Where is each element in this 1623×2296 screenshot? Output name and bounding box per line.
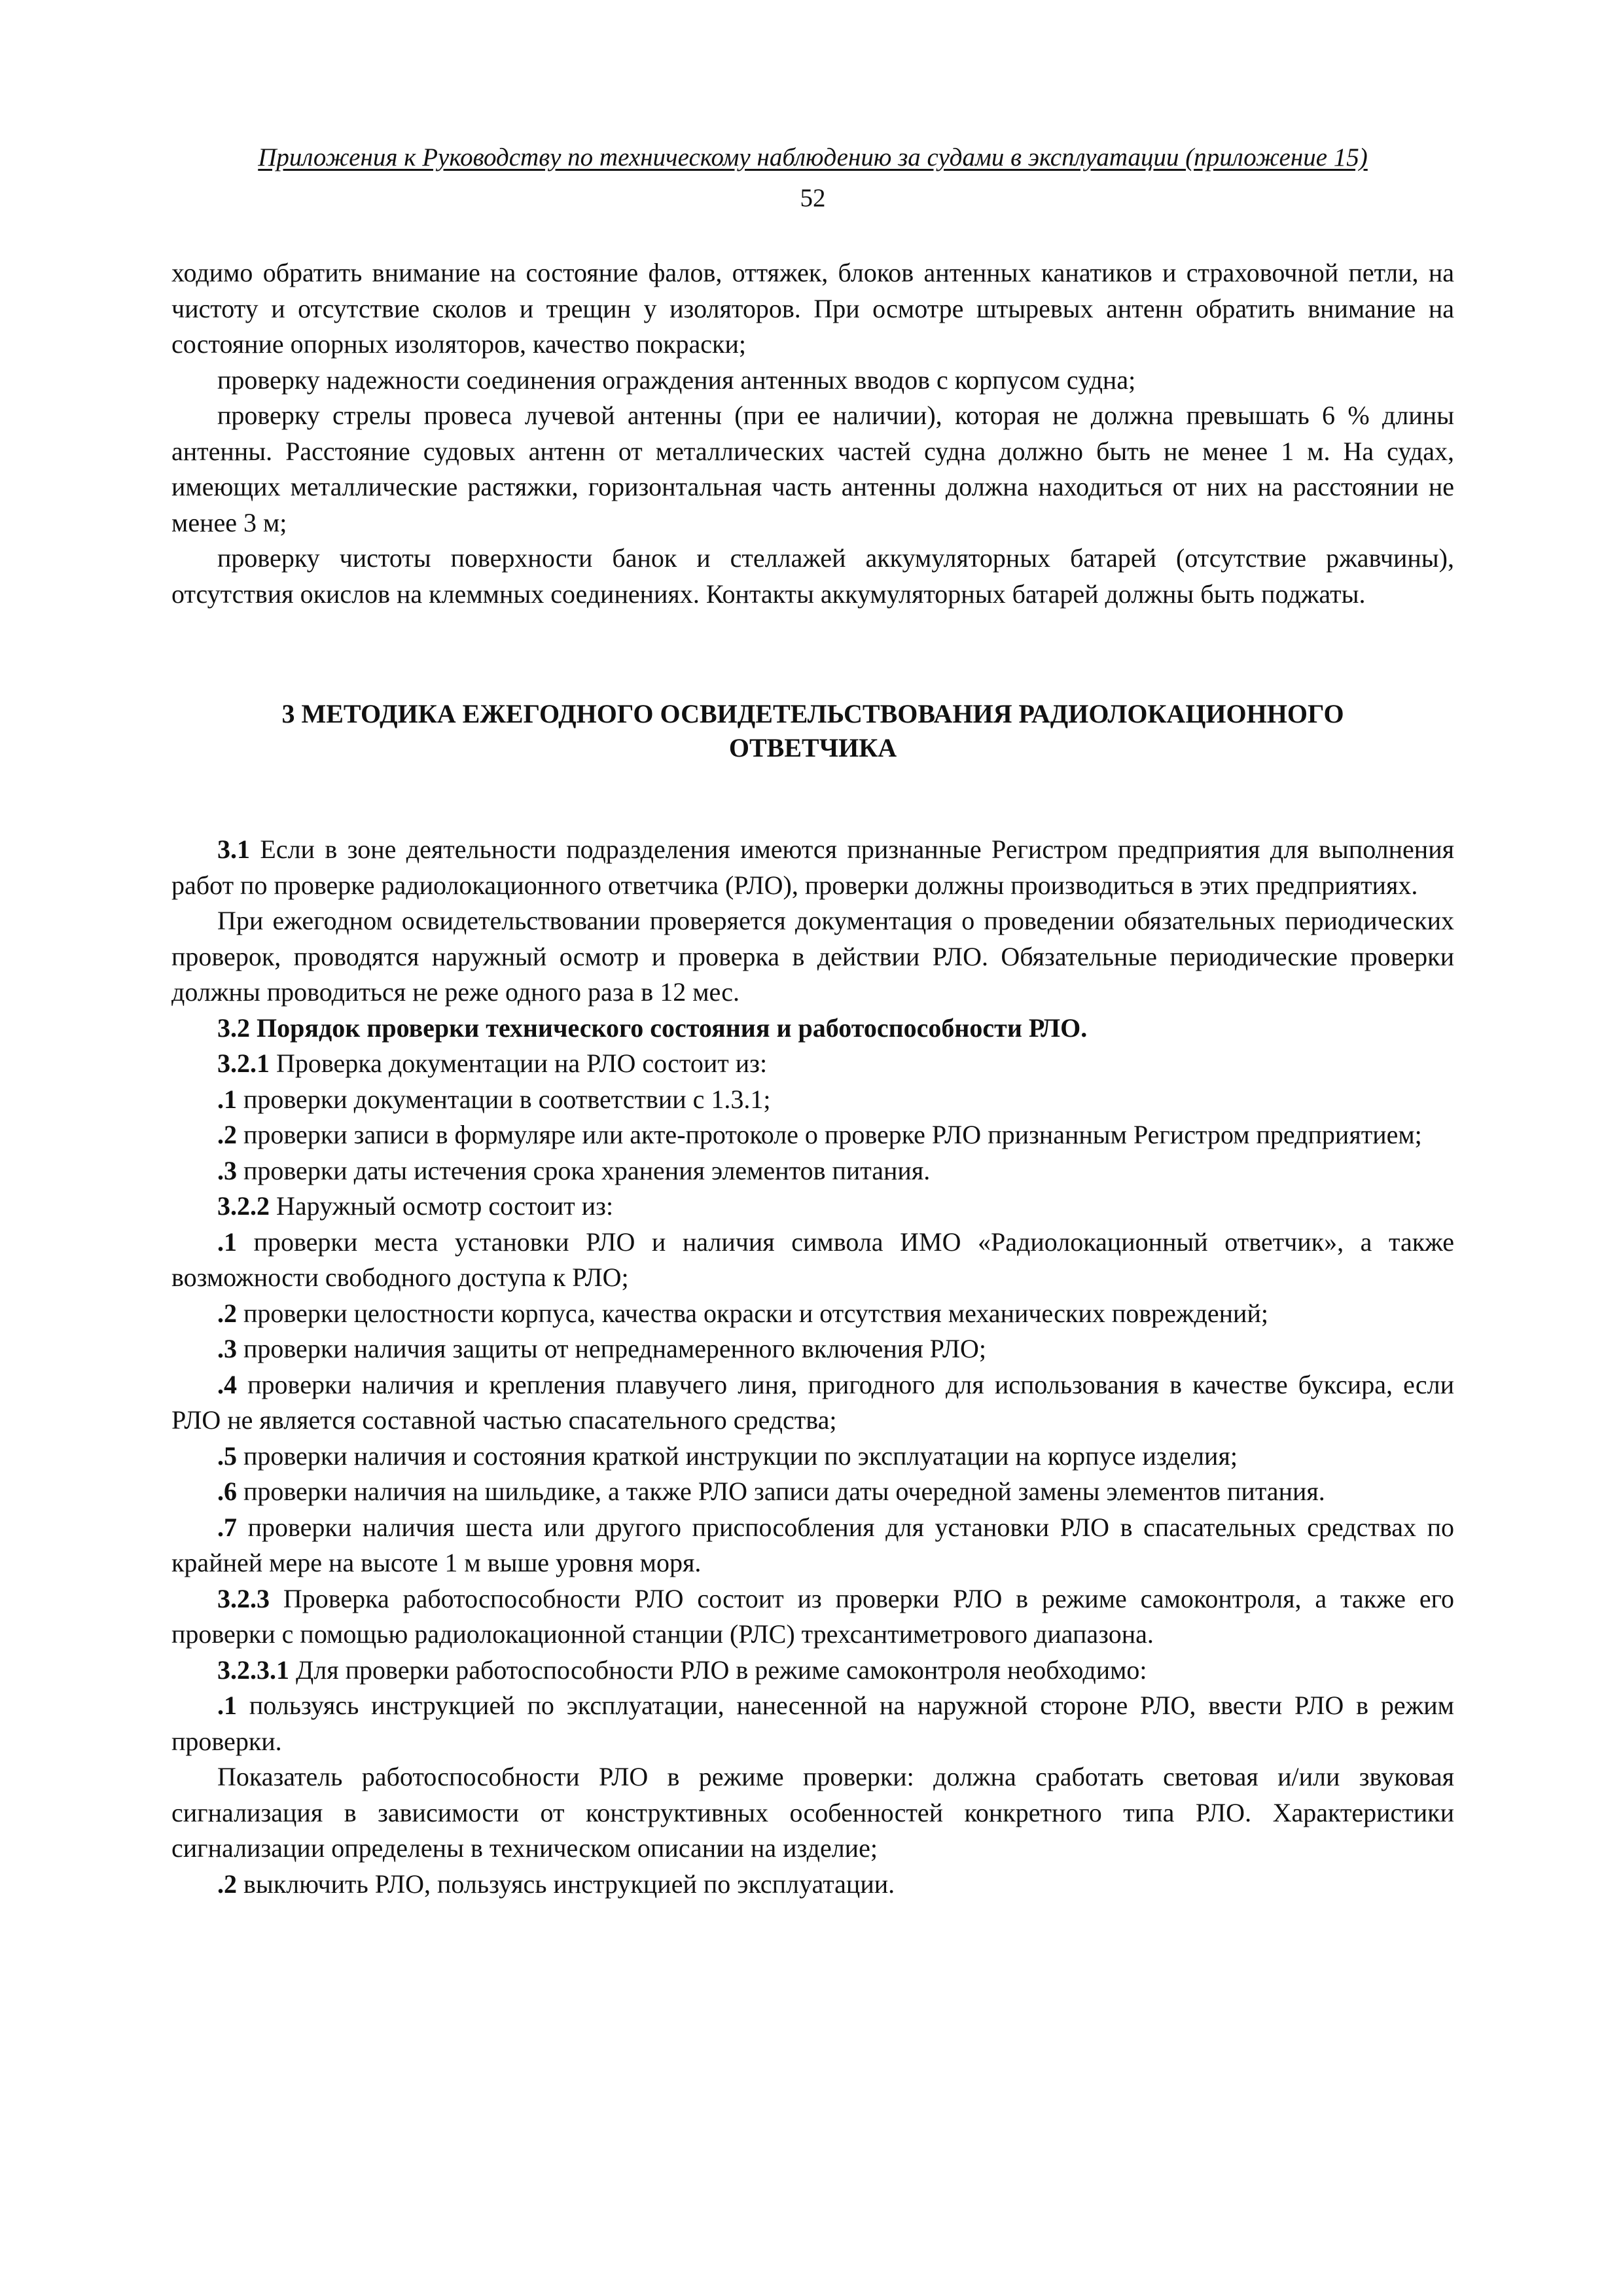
section-heading-line-2: ОТВЕТЧИКА [728,733,897,762]
item-text: проверки даты истечения срока хранения элементов питания. [237,1155,931,1185]
section-heading [171,697,1454,765]
section-heading-line-1: 3 МЕТОДИКА ЕЖЕГОДНОГО ОСВИДЕТЕЛЬСТВОВАНИЯ РАДИОЛОКАЦИОННОГО [281,699,1344,728]
item-number: .1 [217,1084,237,1114]
clause-number: 3.2.3 [217,1583,270,1613]
paragraph-3-2-1 [171,1046,1454,1082]
body-text [171,255,1454,1902]
paragraph-3-2: 3.2 Порядок проверки технического состояния и работоспособности РЛО. [217,1013,1088,1043]
list-item-3-2-2-6 [171,1474,1454,1510]
list-item-3-2-2-2 [171,1296,1454,1332]
item-text: проверки наличия на шильдике, а также РЛО записи даты очередной замены элементов питания. [237,1477,1325,1506]
item-number: .3 [217,1334,237,1363]
item-number: .2 [217,1120,237,1149]
paragraph-3-1-annual: При ежегодном освидетельствовании проверяется документация о проведении обязательных периодических проверок, проводятся наружный осмотр и проверка в действии РЛО. Обязательные периодические проверки должны проводиться не реже одного раза в 12 мес. [171,906,1454,1007]
page-number: 52 [800,184,826,212]
list-item-3-2-1-1 [171,1082,1454,1118]
paragraph-antenna-enclosure-check: проверку надежности соединения ограждения антенных вводов с корпусом судна; [217,365,1136,395]
item-number: .6 [217,1477,237,1506]
item-text: проверки документации в соответствии с 1.3.1; [237,1084,771,1114]
item-text: проверки наличия и состояния краткой инструкции по эксплуатации на корпусе изделия; [237,1441,1238,1471]
clause-text: Наружный осмотр состоит из: [270,1191,614,1221]
list-item-3-2-2-1 [171,1225,1454,1296]
item-number: .7 [217,1512,237,1542]
paragraph-antenna-sag-check: проверку стрелы провеса лучевой антенны (при ее наличии), которая не должна превышать 6 % длины антенны. Расстояние судовых антенн от металлических частей судна должно быть не менее 1 м. На судах, имеющих металлические растяжки, горизонтальная часть антенны должна находиться от них на расстоянии не менее 3 м; [171,401,1454,537]
paragraph-3-2-3 [171,1581,1454,1653]
item-text: пользуясь инструкцией по эксплуатации, нанесенной на наружной стороне РЛО, ввести РЛО в режим проверки. [171,1691,1454,1756]
paragraph-3-2-3-1 [171,1653,1454,1689]
paragraph-battery-check: проверку чистоты поверхности банок и стеллажей аккумуляторных батарей (отсутствие ржавчины), отсутствия окислов на клеммных соединениях. Контакты аккумуляторных батарей должны быть поджаты. [171,543,1454,609]
clause-number: 3.1 [217,834,250,864]
list-item-3-2-2-5 [171,1439,1454,1475]
item-text: проверки места установки РЛО и наличия символа ИМО «Радиолокационный ответчик», а также возможности свободного доступа к РЛО; [171,1227,1454,1292]
item-number: .4 [217,1369,237,1399]
clause-number: 3.2.1 [217,1049,270,1078]
paragraph-3-2-2 [171,1189,1454,1225]
running-header: Приложения к Руководству по техническому наблюдению за судами в эксплуатации (приложение 15) [258,143,1368,171]
paragraph-3-1 [171,832,1454,903]
item-number: .2 [217,1298,237,1328]
list-item-3-2-2-4 [171,1367,1454,1439]
clause-text: Если в зоне деятельности подразделения имеются признанные Регистром предприятия для выполнения работ по проверке радиолокационного ответчика (РЛО), проверки должны производиться в этих предприятиях. [171,834,1454,900]
item-number: .1 [217,1227,237,1257]
clause-number: 3.2.2 [217,1191,270,1221]
item-text: проверки записи в формуляре или акте-протоколе о проверке РЛО признанным Регистром предприятием; [237,1120,1422,1149]
item-text: проверки наличия защиты от непреднамеренного включения РЛО; [237,1334,986,1363]
list-item-3-2-1-2 [171,1117,1454,1153]
list-item-3-2-3-1-1 [171,1688,1454,1759]
paragraph-intro-continuation: ходимо обратить внимание на состояние фалов, оттяжек, блоков антенных канатиков и страховочной петли, на чистоту и отсутствие сколов и трещин у изоляторов. При осмотре штыревых антенн обратить внимание на состояние опорных изоляторов, качество покраски; [171,258,1454,359]
clause-number: 3.2.3.1 [217,1655,289,1685]
item-number: .1 [217,1691,237,1720]
list-item-3-2-2-7 [171,1510,1454,1581]
list-item-3-2-2-3 [171,1331,1454,1367]
clause-text: Проверка работоспособности РЛО состоит из проверки РЛО в режиме самоконтроля, а также его проверки с помощью радиолокационной станции (РЛС) трехсантиметрового диапазона. [171,1583,1454,1649]
list-item-3-2-3-1-2 [171,1867,1454,1903]
item-text: выключить РЛО, пользуясь инструкцией по эксплуатации. [237,1869,895,1899]
item-number: .2 [217,1869,237,1899]
list-item-3-2-1-3 [171,1153,1454,1189]
item-number: .5 [217,1441,237,1471]
paragraph-performance-indicator: Показатель работоспособности РЛО в режиме проверки: должна сработать световая и/или звуковая сигнализация в зависимости от конструктивных особенностей конкретного типа РЛО. Характеристики сигнализации определены в техническом описании на изделие; [171,1762,1454,1863]
clause-text: Для проверки работоспособности РЛО в режиме самоконтроля необходимо: [289,1655,1147,1685]
item-text: проверки целостности корпуса, качества окраски и отсутствия механических повреждений; [237,1298,1268,1328]
item-text: проверки наличия и крепления плавучего линя, пригодного для использования в качестве буксира, если РЛО не является составной частью спасательного средства; [171,1369,1454,1435]
clause-text: Проверка документации на РЛО состоит из: [270,1049,768,1078]
item-number: .3 [217,1155,237,1185]
item-text: проверки наличия шеста или другого приспособления для установки РЛО в спасательных средствах по крайней мере на высоте 1 м выше уровня моря. [171,1512,1454,1577]
